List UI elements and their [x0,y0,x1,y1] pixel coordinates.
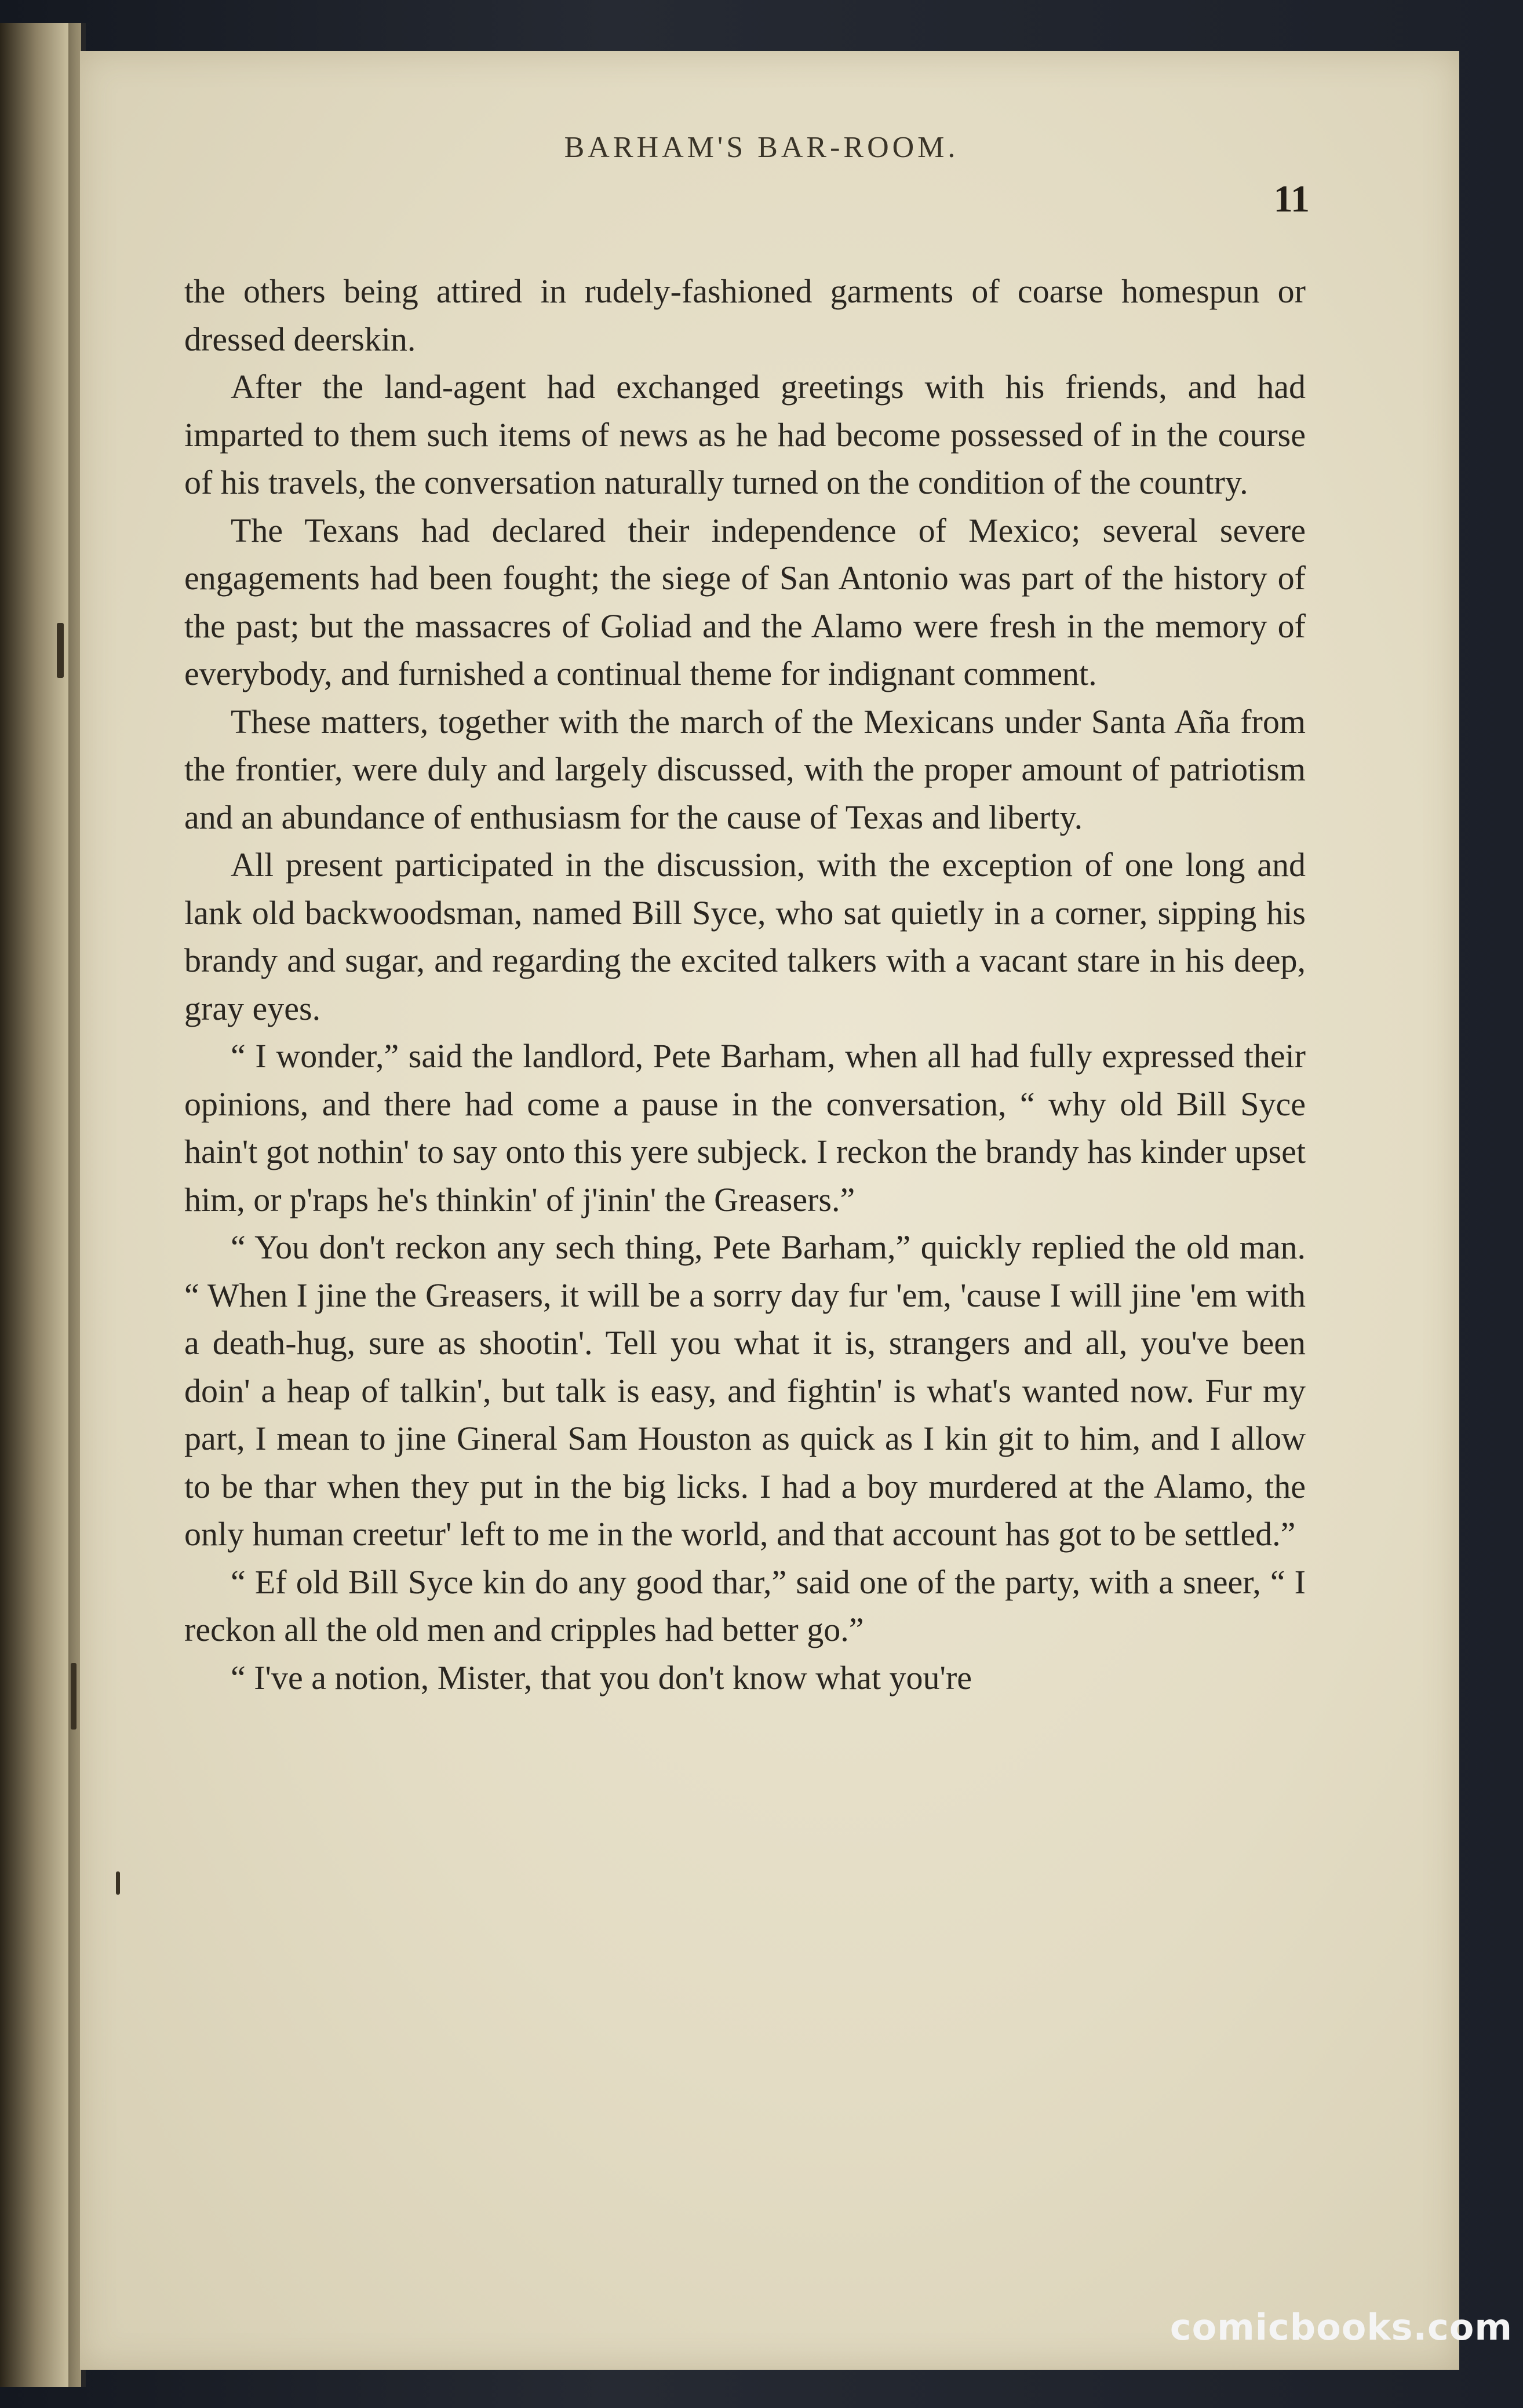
paragraph: After the land-agent had exchanged greetings with his friends, and had imparted to them such items of news as he had become possessed of in the course of his travels, the conversation naturally turned on the condition of the country. [184,368,1306,501]
paragraph: “ I wonder,” said the landlord, Pete Barham, when all had fully expressed their opinions, and there had come a pause in the conversation, “ why old Bill Syce hain't got nothin' to say onto this yere subjeck. I reckon the brandy has kinder upset him, or p'raps he's thinkin' of j'inin' the Greasers.” [184,1037,1306,1218]
margin-ink-mark [71,1663,76,1730]
paragraph: The Texans had declared their independence of Mexico; several severe engagements had been fought; the siege of San Antonio was part of the history of the past; but the massacres of Goliad and the Alamo were fresh in the memory of everybody, and furnished a continual theme for indignant comment. [184,511,1306,692]
page-body [184,268,1306,1702]
page-number: 11 [1273,178,1310,220]
site-watermark: comicbooks.com [1169,2306,1513,2348]
paragraph: “ You don't reckon any sech thing, Pete Barham,” quickly replied the old man. “ When I jine the Greasers, it will be a sorry day fur 'em, 'cause I will jine 'em with a death-hug, sure as shootin'. Tell you what it is, strangers and all, you've been doin' a heap of talkin', but talk is easy, and fightin' is what's wanted now. Fur my part, I mean to jine Gineral Sam Houston as quick as I kin git to him, and I allow to be thar when they put in the big licks. I had a boy murdered at the Alamo, the only human creetur' left to me in the world, and that account has got to be settled.” [184,1228,1306,1553]
paragraph: These matters, together with the march of the Mexicans under Santa Aña from the frontier, were duly and largely discussed, with the proper amount of patriotism and an abundance of enthusiasm for the cause of Texas and liberty. [184,702,1306,836]
margin-ink-mark [57,623,64,678]
margin-ink-mark [116,1871,120,1895]
paragraph: “ I've a notion, Mister, that you don't know what you're [231,1658,972,1696]
paragraph: “ Ef old Bill Syce kin do any good thar,” said one of the party, with a sneer, “ I reckon all the old men and cripples had better go.” [184,1563,1306,1648]
paragraph: All present participated in the discussion, with the exception of one long and lank old backwoodsman, named Bill Syce, who sat quietly in a corner, sipping his brandy and sugar, and regarding the excited talkers with a vacant stare in his deep, gray eyes. [184,846,1306,1027]
paragraph: the others being attired in rudely-fashioned garments of coarse homespun or dressed deerskin. [184,272,1306,358]
running-head: BARHAM'S BAR-ROOM. [564,131,959,164]
